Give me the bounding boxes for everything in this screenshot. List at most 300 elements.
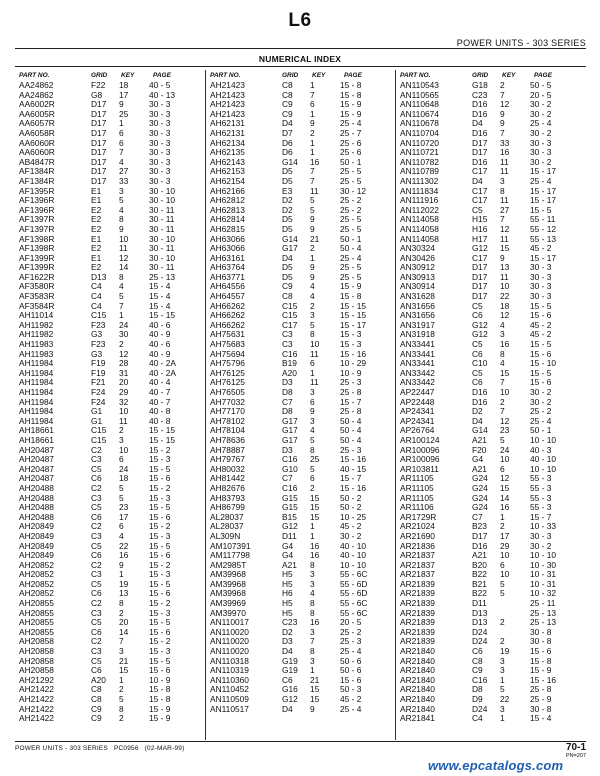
index-row	[206, 685, 395, 695]
index-row	[15, 657, 205, 667]
grid-ref: C4	[472, 714, 483, 724]
grid-ref: D17	[91, 176, 107, 186]
grid-ref: B21	[472, 579, 487, 589]
index-row	[15, 350, 205, 360]
key-number: 8	[310, 330, 315, 340]
part-number: AN110704	[400, 128, 439, 138]
header-page: PAGE	[153, 72, 171, 79]
page-ref: 15 - 8	[149, 685, 171, 695]
part-number: AF1397R	[19, 224, 55, 234]
index-row	[15, 513, 205, 523]
key-number: 7	[119, 637, 124, 647]
key-number: 8	[119, 215, 124, 225]
key-number: 9	[310, 119, 315, 129]
part-number: AN111302	[400, 176, 439, 186]
index-row	[206, 148, 395, 158]
index-columns	[15, 70, 586, 740]
part-number: AH20855	[19, 627, 54, 637]
part-number: AR100124	[400, 435, 440, 445]
index-row	[206, 225, 395, 235]
grid-ref: G14	[282, 234, 298, 244]
index-row	[396, 129, 585, 139]
page-ref: 30 - 3	[149, 138, 171, 148]
part-number: AM39968	[210, 589, 246, 599]
key-number: 15	[310, 503, 320, 513]
index-row	[15, 340, 205, 350]
index-row	[15, 589, 205, 599]
index-row	[15, 321, 205, 331]
index-row	[206, 474, 395, 484]
key-number: 33	[500, 138, 510, 148]
page-ref: 30 - 11	[149, 263, 175, 273]
key-number: 5	[119, 695, 124, 704]
part-number: AH75683	[210, 340, 245, 350]
grid-ref: G17	[282, 426, 298, 436]
key-number: 1	[310, 109, 315, 119]
grid-ref: G15	[282, 503, 298, 513]
page-ref: 15 - 15	[149, 435, 176, 445]
grid-ref: C15	[282, 311, 298, 321]
page-ref: 30 - 8	[530, 637, 552, 647]
part-number: AH20849	[19, 541, 54, 551]
grid-ref: D24	[472, 704, 488, 714]
index-row	[15, 167, 205, 177]
grid-ref: B15	[282, 512, 297, 522]
header-key: KEY	[312, 72, 326, 79]
key-number: 12	[500, 311, 510, 321]
part-number: AN31656	[400, 301, 435, 311]
part-number: AN33441	[400, 349, 435, 359]
page-ref: 25 - 9	[530, 695, 552, 704]
page-ref: 15 - 9	[340, 109, 362, 119]
page-ref: 15 - 6	[149, 589, 171, 599]
part-number: AR21839	[400, 589, 435, 599]
index-row	[206, 359, 395, 369]
page-ref: 50 - 6	[340, 656, 362, 666]
top-rule	[15, 48, 586, 49]
part-number: AH77032	[210, 397, 245, 407]
part-number: AA6005R	[19, 109, 55, 119]
index-row	[15, 570, 205, 580]
part-number: AH20852	[19, 570, 54, 580]
page-ref: 25 - 4	[530, 176, 552, 186]
part-number: AH62812	[210, 196, 245, 206]
page-ref: 30 - 11	[149, 215, 175, 225]
index-row	[396, 551, 585, 561]
index-row	[396, 647, 585, 657]
index-row	[15, 666, 205, 676]
index-row	[15, 426, 205, 436]
page-ref: 25 - 6	[340, 148, 362, 158]
part-number: AF1398R	[19, 244, 55, 254]
key-number: 12	[500, 224, 510, 234]
part-number: AH63764	[210, 263, 245, 273]
grid-ref: C9	[91, 704, 102, 714]
part-number: AN110674	[400, 109, 439, 119]
page-ref: 55 - 13	[530, 234, 557, 244]
index-row	[396, 628, 585, 638]
part-number: AH78887	[210, 445, 245, 455]
page-ref: 30 - 3	[530, 282, 552, 292]
key-number: 10	[119, 234, 129, 244]
index-row	[15, 177, 205, 187]
index-row	[15, 187, 205, 197]
page-ref: 15 - 5	[149, 464, 171, 474]
page-ref: 25 - 5	[340, 167, 362, 177]
key-number: 4	[119, 282, 124, 292]
part-number: AL28037	[210, 522, 244, 532]
index-row	[396, 503, 585, 513]
page-ref: 25 - 5	[340, 263, 362, 273]
part-number: AM2985T	[210, 560, 247, 570]
index-row	[396, 561, 585, 571]
index-row	[396, 81, 585, 91]
key-number: 7	[500, 128, 505, 138]
grid-ref: C23	[472, 90, 488, 100]
index-row	[206, 426, 395, 436]
page-ref: 25 - 4	[340, 119, 362, 129]
part-number: AR21840	[400, 666, 435, 676]
part-number: AN110020	[210, 637, 249, 647]
key-number: 6	[500, 464, 505, 474]
key-number: 7	[500, 407, 505, 417]
part-number: AH78104	[210, 426, 245, 436]
part-number: AR103811	[400, 464, 439, 474]
grid-ref: D17	[472, 263, 488, 273]
page-ref: 50 - 1	[530, 426, 552, 436]
page-ref: 45 - 2	[340, 695, 362, 704]
key-number: 12	[500, 416, 510, 426]
grid-ref: C2	[91, 522, 102, 532]
key-number: 12	[500, 474, 510, 484]
grid-ref: D6	[282, 148, 293, 158]
key-number: 2	[119, 340, 124, 350]
grid-ref: C3	[91, 531, 102, 541]
key-number: 3	[310, 656, 315, 666]
page-ref: 15 - 2	[149, 560, 171, 570]
index-row	[15, 225, 205, 235]
index-row	[206, 187, 395, 197]
page-ref: 30 - 10	[149, 186, 176, 196]
page-ref: 40 - 3	[530, 445, 552, 455]
grid-ref: D4	[282, 253, 293, 263]
index-row	[15, 714, 205, 724]
grid-ref: C8	[282, 292, 293, 302]
part-number: AH75796	[210, 359, 245, 369]
grid-ref: D8	[282, 388, 293, 397]
part-number: AH20488	[19, 503, 54, 513]
index-row	[396, 599, 585, 609]
grid-ref: G14	[282, 157, 298, 167]
part-number: AH81442	[210, 474, 245, 484]
key-number: 10	[500, 282, 510, 292]
page-ref: 25 - 8	[530, 685, 552, 695]
grid-ref: C6	[472, 349, 483, 359]
index-row	[396, 110, 585, 120]
part-number: AH64556	[210, 282, 245, 292]
grid-ref: H16	[472, 224, 488, 234]
page-ref: 50 - 4	[340, 435, 362, 445]
page-ref: 15 - 16	[340, 349, 367, 359]
part-number: AH11014	[19, 311, 54, 321]
grid-ref: D16	[472, 109, 488, 119]
page-ref: 30 - 11	[149, 244, 175, 254]
key-number: 4	[500, 320, 505, 330]
key-number: 6	[119, 128, 124, 138]
part-number: AR100096	[400, 455, 440, 465]
grid-ref: C6	[91, 474, 102, 484]
index-row	[15, 542, 205, 552]
grid-ref: G17	[282, 244, 298, 254]
index-row	[396, 350, 585, 360]
page-ref: 40 - 7	[149, 388, 171, 397]
page-ref: 15 - 6	[530, 349, 552, 359]
index-row	[206, 436, 395, 446]
index-row	[15, 330, 205, 340]
page-ref: 30 - 3	[149, 176, 171, 186]
page-ref: 15 - 6	[149, 627, 171, 637]
index-row	[206, 618, 395, 628]
page-ref: 40 - 8	[149, 407, 171, 417]
page-ref: 15 - 8	[530, 656, 552, 666]
page-ref: 30 - 10	[149, 196, 176, 206]
grid-ref: C5	[472, 205, 483, 215]
index-row	[206, 330, 395, 340]
part-number: AH20858	[19, 656, 54, 666]
pn-code: PN=207	[565, 753, 586, 759]
grid-ref: E1	[91, 253, 102, 263]
key-number: 5	[119, 493, 124, 503]
page-ref: 40 - 6	[149, 320, 171, 330]
page-ref: 15 - 3	[149, 608, 171, 618]
key-number: 27	[500, 205, 510, 215]
key-number: 2	[119, 426, 124, 436]
page-ref: 25 - 7	[340, 128, 362, 138]
part-number: AN30912	[400, 263, 435, 273]
part-number: AF1398R	[19, 234, 55, 244]
key-number: 7	[310, 167, 315, 177]
index-row	[206, 676, 395, 686]
index-row	[206, 378, 395, 388]
index-row	[15, 522, 205, 532]
grid-ref: C5	[91, 579, 102, 589]
key-number: 3	[310, 416, 315, 426]
key-number: 22	[500, 695, 510, 704]
key-number: 11	[310, 378, 319, 388]
grid-ref: H6	[282, 589, 293, 599]
grid-ref: C3	[91, 608, 102, 618]
key-number: 2	[119, 714, 124, 724]
page-ref: 15 - 9	[340, 282, 362, 292]
key-number: 1	[310, 531, 315, 541]
grid-ref: C3	[91, 493, 102, 503]
key-number: 28	[119, 359, 129, 369]
grid-ref: C6	[472, 311, 483, 321]
page-ref: 40 - 5	[149, 81, 171, 90]
grid-ref: C3	[282, 330, 293, 340]
grid-ref: C9	[282, 100, 293, 110]
index-row	[206, 647, 395, 657]
index-row	[206, 158, 395, 168]
part-number: AH76505	[210, 388, 245, 397]
header-key: KEY	[121, 72, 135, 79]
grid-ref: D8	[282, 407, 293, 417]
index-row	[206, 417, 395, 427]
index-row	[396, 359, 585, 369]
part-number: AH77170	[210, 407, 245, 417]
page-ref: 25 - 2	[340, 205, 362, 215]
part-number: AH11984	[19, 416, 54, 426]
part-number: AH64557	[210, 292, 245, 302]
part-number: AH62153	[210, 167, 245, 177]
index-row	[15, 148, 205, 158]
key-number: 15	[310, 512, 320, 522]
index-row	[15, 292, 205, 302]
index-row	[396, 542, 585, 552]
page-ref: 30 - 2	[530, 128, 552, 138]
grid-ref: C17	[282, 320, 298, 330]
page-ref: 15 - 5	[149, 656, 171, 666]
grid-ref: D4	[472, 416, 483, 426]
index-row	[396, 465, 585, 475]
page-ref: 15 - 4	[149, 292, 171, 302]
page-ref: 10 - 10	[530, 435, 557, 445]
page-ref: 15 - 16	[340, 483, 367, 493]
part-number: AH62813	[210, 205, 245, 215]
key-number: 2	[310, 483, 315, 493]
index-row	[206, 340, 395, 350]
index-row	[396, 685, 585, 695]
page-ref: 30 - 10	[149, 234, 176, 244]
grid-ref: C8	[91, 695, 102, 704]
grid-ref: G12	[472, 330, 488, 340]
part-number: AA24862	[19, 90, 54, 100]
page-ref: 15 - 6	[149, 551, 171, 561]
part-number: AH21422	[19, 685, 54, 695]
index-row	[206, 599, 395, 609]
index-row	[206, 695, 395, 705]
grid-ref: D17	[91, 128, 107, 138]
key-number: 23	[119, 503, 129, 513]
part-number: AR11105	[400, 483, 434, 493]
part-number: AH21422	[19, 704, 54, 714]
index-row	[206, 263, 395, 273]
page-ref: 50 - 2	[340, 493, 362, 503]
part-number: AH62815	[210, 224, 245, 234]
part-number: AR11105	[400, 493, 434, 503]
part-number: AH20852	[19, 579, 54, 589]
index-row	[15, 685, 205, 695]
grid-ref: G3	[91, 349, 103, 359]
key-number: 3	[500, 176, 505, 186]
key-number: 15	[310, 695, 320, 704]
page-ref: 25 - 3	[340, 378, 362, 388]
grid-ref: B19	[282, 359, 297, 369]
index-row	[396, 398, 585, 408]
grid-ref: C17	[472, 186, 488, 196]
part-number: AR21840	[400, 685, 435, 695]
index-row	[396, 254, 585, 264]
part-number: AH18661	[19, 426, 54, 436]
grid-ref: C2	[91, 445, 102, 455]
key-number: 17	[119, 512, 129, 522]
page-ref: 15 - 5	[530, 368, 552, 378]
index-row	[206, 589, 395, 599]
grid-ref: B20	[472, 560, 487, 570]
grid-ref: G18	[472, 81, 488, 90]
part-number: AH11984	[19, 388, 54, 397]
grid-ref: G4	[282, 551, 294, 561]
key-number: 7	[500, 378, 505, 388]
grid-ref: G19	[282, 666, 298, 676]
grid-ref: C4	[91, 301, 102, 311]
grid-ref: G8	[91, 90, 103, 100]
part-number: AN110517	[210, 704, 249, 714]
page-ref: 10 - 10	[530, 551, 557, 561]
grid-ref: G19	[282, 656, 298, 666]
part-number: AR21841	[400, 714, 435, 724]
grid-ref: G12	[472, 320, 488, 330]
grid-ref: D17	[91, 157, 107, 167]
part-number: AH62154	[210, 176, 245, 186]
grid-ref: D17	[472, 531, 488, 541]
part-number: AN31628	[400, 292, 435, 302]
part-number: AN114058	[400, 215, 439, 225]
index-row	[206, 446, 395, 456]
index-row	[396, 714, 585, 724]
index-row	[15, 215, 205, 225]
part-number: AH20487	[19, 455, 54, 465]
grid-ref: C9	[282, 282, 293, 292]
index-row	[396, 657, 585, 667]
page-ref: 15 - 8	[149, 695, 171, 704]
index-row	[206, 235, 395, 245]
key-number: 5	[500, 435, 505, 445]
page-ref: 25 - 13	[149, 272, 176, 282]
grid-ref: F20	[472, 445, 487, 455]
grid-ref: G15	[282, 493, 298, 503]
index-row	[206, 407, 395, 417]
part-number: AR21837	[400, 560, 435, 570]
key-number: 7	[500, 90, 505, 100]
key-number: 2	[119, 685, 124, 695]
index-row	[396, 436, 585, 446]
key-number: 8	[310, 599, 315, 609]
page-ref: 55 - 6D	[340, 579, 368, 589]
grid-ref: A21	[282, 560, 297, 570]
index-row	[396, 139, 585, 149]
index-row	[396, 321, 585, 331]
page-ref: 15 - 15	[340, 311, 367, 321]
part-number: AM117798	[210, 551, 250, 561]
index-row	[396, 91, 585, 101]
part-number: AR21840	[400, 647, 435, 657]
page-ref: 15 - 16	[530, 675, 557, 685]
grid-ref: D11	[472, 599, 487, 609]
part-number: AH66262	[210, 311, 245, 321]
key-number: 8	[310, 445, 315, 455]
index-row	[206, 465, 395, 475]
key-number: 33	[119, 176, 129, 186]
key-number: 27	[119, 167, 129, 177]
key-number: 9	[119, 224, 124, 234]
part-number: AH20488	[19, 493, 54, 503]
key-number: 2	[500, 618, 505, 628]
grid-ref: D16	[472, 541, 488, 551]
page-ref: 15 - 3	[340, 330, 362, 340]
index-row	[206, 484, 395, 494]
key-number: 10	[500, 570, 510, 580]
